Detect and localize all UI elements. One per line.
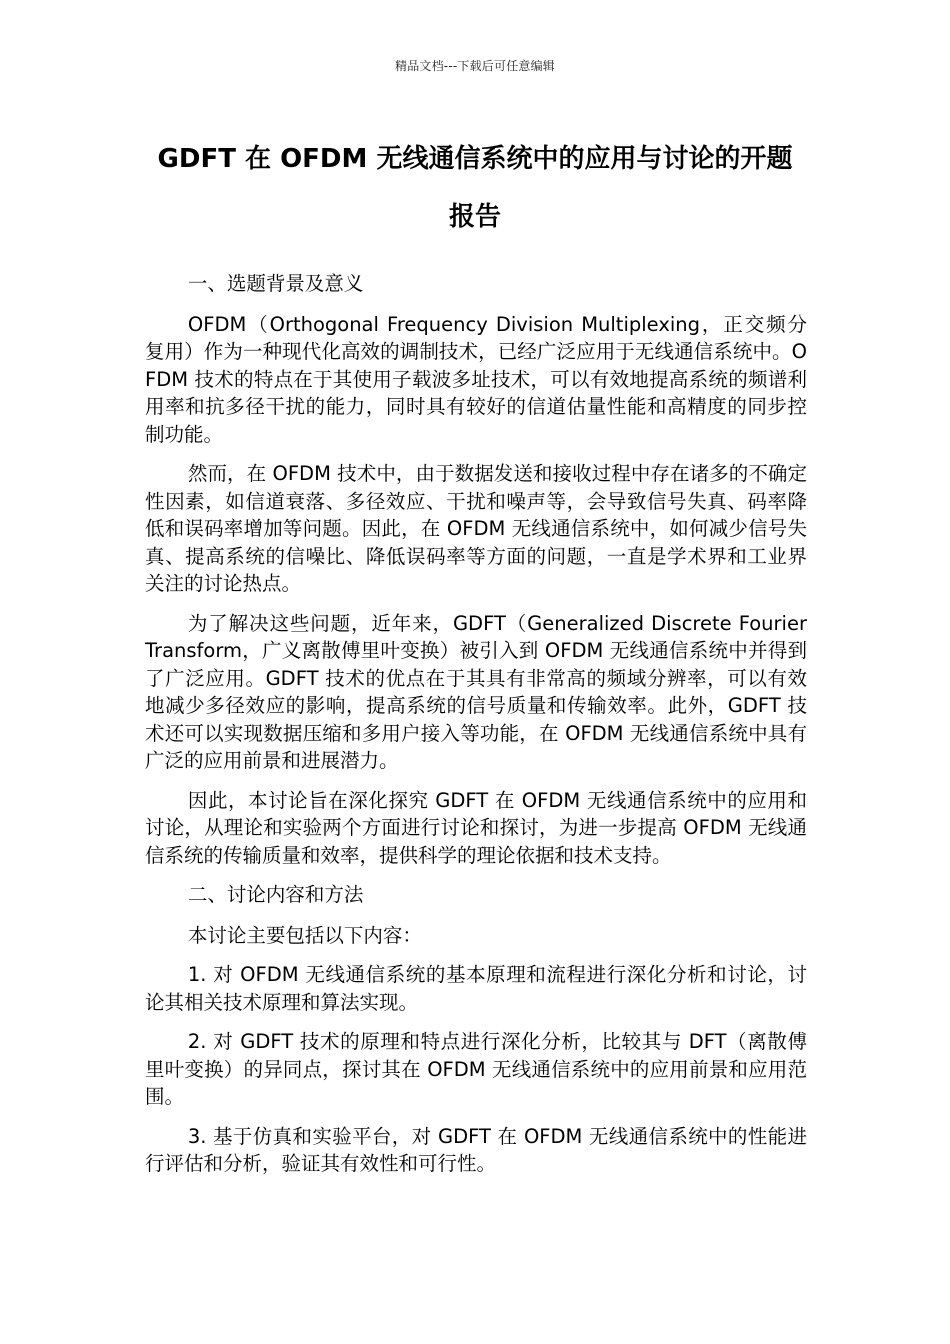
section-heading-content-methods: 二、讨论内容和方法 [187, 883, 364, 906]
paragraph-ofdm-problems: 然而，在 OFDM 技术中，由于数据发送和接收过程中存在诸多的不确定性因素，如信道衰落、多径效应、干扰和噪声等，会导致信号失真、码率降低和误码率增加等问题。因此，在 OFDM 无线通信系统中，如何减少信号失真、提高系统的信噪比、降低误码率等方面的问题，一直是学术界和工业界关注的讨论热点。 [145, 462, 807, 595]
paragraph-ofdm-intro: OFDM（Orthogonal Frequency Division Multiplexing，正交频分复用）作为一种现代化高效的调制技术，已经广泛应用于无线通信系统中。OFDM 技术的特点在于其使用子载波多址技术，可以有效地提高系统的频谱利用率和抗多径干扰的能力，同时具有较好的信道估量性能和高精度的同步控制功能。 [145, 312, 807, 446]
paragraph-content-intro: 本讨论主要包括以下内容： [187, 923, 422, 947]
document-body [145, 270, 807, 1190]
header-note: 精品文档---下载后可任意编辑 [395, 59, 555, 73]
list-item-3: 3. 基于仿真和实验平台，对 GDFT 在 OFDM 无线通信系统中的性能进行评估和分析，验证其有效性和可行性。 [145, 1124, 807, 1175]
document-title: GDFT 在 OFDM 无线通信系统中的应用与讨论的开题报告 [157, 144, 793, 232]
list-item-1: 1. 对 OFDM 无线通信系统的基本原理和流程进行深化分析和讨论，讨论其相关技术原理和算法实现。 [145, 963, 807, 1014]
section-heading-background: 一、选题背景及意义 [187, 272, 364, 295]
list-item-2: 2. 对 GDFT 技术的原理和特点进行深化分析，比较其与 DFT（离散傅里叶变换）的异同点，探讨其在 OFDM 无线通信系统中的应用前景和应用范围。 [145, 1030, 807, 1108]
paragraph-gdft-intro: 为了解决这些问题，近年来，GDFT（Generalized Discrete Fourier Transform，广义离散傅里叶变换）被引入到 OFDM 无线通信系统中并得到了广泛应用。GDFT 技术的优点在于其具有非常高的频域分辨率，可以有效地减少多径效应的影响，提高系统的信号质量和传输效率。此外，GDFT 技术还可以实现数据压缩和多用户接入等功能，在 OFDM 无线通信系统中具有广泛的应用前景和进展潜力。 [145, 611, 807, 772]
paragraph-research-purpose: 因此，本讨论旨在深化探究 GDFT 在 OFDM 无线通信系统中的应用和讨论，从理论和实验两个方面进行讨论和探讨，为进一步提高 OFDM 无线通信系统的传输质量和效率，提供科学的理论依据和技术支持。 [145, 788, 807, 867]
